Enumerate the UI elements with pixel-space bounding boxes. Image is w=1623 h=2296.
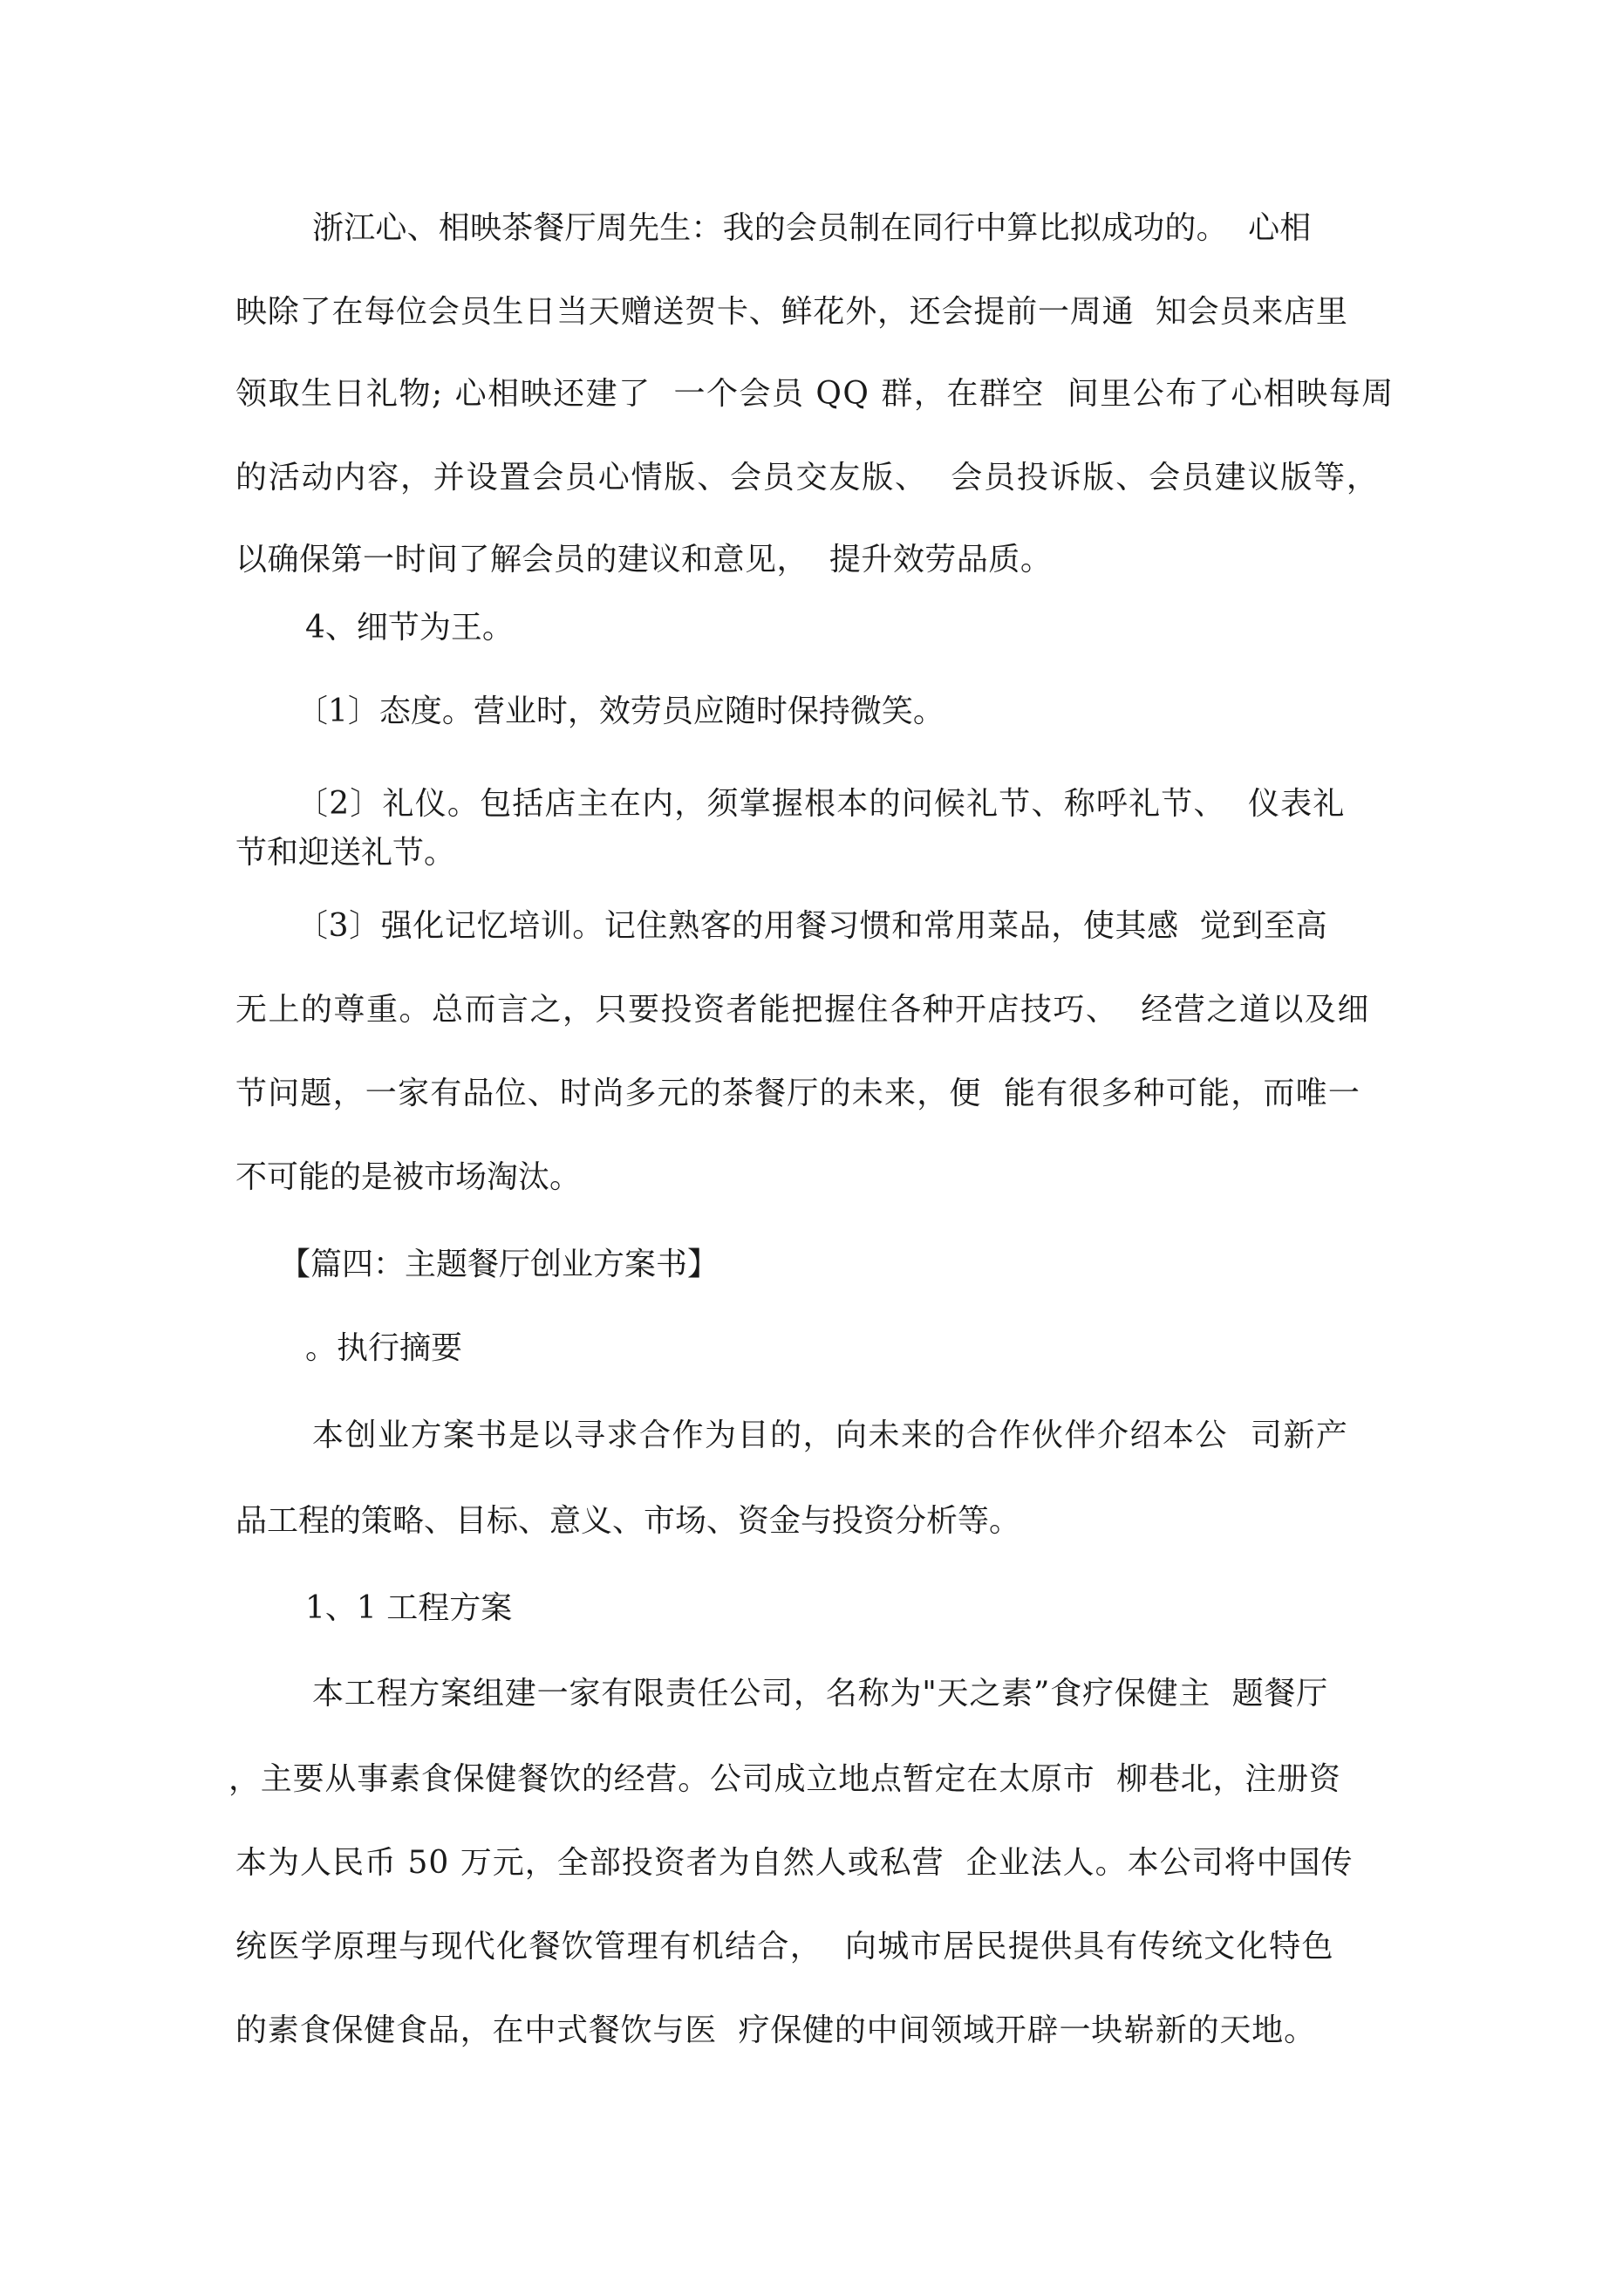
text-line: 〔2〕礼仪。包括店主在内，须掌握根本的问候礼节、称呼礼节、 仪表礼 [297, 786, 1346, 822]
text-line: 节问题，一家有品位、时尚多元的茶餐厅的未来，便 能有很多种可能，而唯一 [235, 1076, 1361, 1111]
text-line: 的活动内容，并设置会员心情版、会员交友版、 会员投诉版、会员建议版等， [235, 460, 1380, 495]
text-line: 本工程方案组建一家有限责任公司，名称为"天之素”食疗保健主 题餐厅 [312, 1676, 1329, 1712]
text-line: 以确保第一时间了解会员的建议和意见， 提升效劳品质。 [235, 542, 1053, 577]
text-line: 统医学原理与现代化餐饮管理有机结合， 向城市居民提供具有传统文化特色 [235, 1929, 1334, 1965]
text-line: 的素食保健食品，在中式餐饮与医 疗保健的中间领域开辟一块崭新的天地。 [235, 2012, 1316, 2048]
text-line: 品工程的策略、目标、意义、市场、资金与投资分析等。 [235, 1503, 1021, 1539]
section-heading: 1、1 工程方案 [305, 1590, 513, 1626]
section-heading: 4、细节为王。 [305, 610, 514, 646]
chapter-title: 【篇四：主题餐厅创业方案书】 [279, 1247, 719, 1282]
text-line: 无上的尊重。总而言之，只要投资者能把握住各种开店技巧、 经营之道以及细 [235, 992, 1370, 1028]
text-line: 领取生日礼物; 心相映还建了 一个会员 QQ 群，在群空 间里公布了心相映每周 [235, 376, 1395, 412]
text-line: 不可能的是被市场淘汰。 [235, 1159, 582, 1195]
section-heading: 。执行摘要 [305, 1330, 463, 1366]
text-line: 〔3〕强化记忆培训。记住熟客的用餐习惯和常用菜品，使其感 觉到至高 [297, 908, 1328, 944]
text-line: 本创业方案书是以寻求合作为目的，向未来的合作伙伴介绍本公 司新产 [312, 1418, 1349, 1453]
text-line: 映除了在每位会员生日当天赠送贺卡、鲜花外，还会提前一周通 知会员来店里 [235, 294, 1348, 330]
text-line: 浙江心、相映茶餐厅周先生：我的会员制在同行中算比拟成功的。 心相 [312, 210, 1312, 246]
text-line: 节和迎送礼节。 [235, 835, 456, 871]
text-line: 本为人民币 50 万元，全部投资者为自然人或私营 企业法人。本公司将中国传 [235, 1845, 1354, 1881]
text-line: 〔1〕态度。营业时，效劳员应随时保持微笑。 [297, 694, 944, 729]
text-line: ，主要从事素食保健餐饮的经营。公司成立地点暂定在太原市 柳巷北，注册资 [228, 1761, 1341, 1797]
